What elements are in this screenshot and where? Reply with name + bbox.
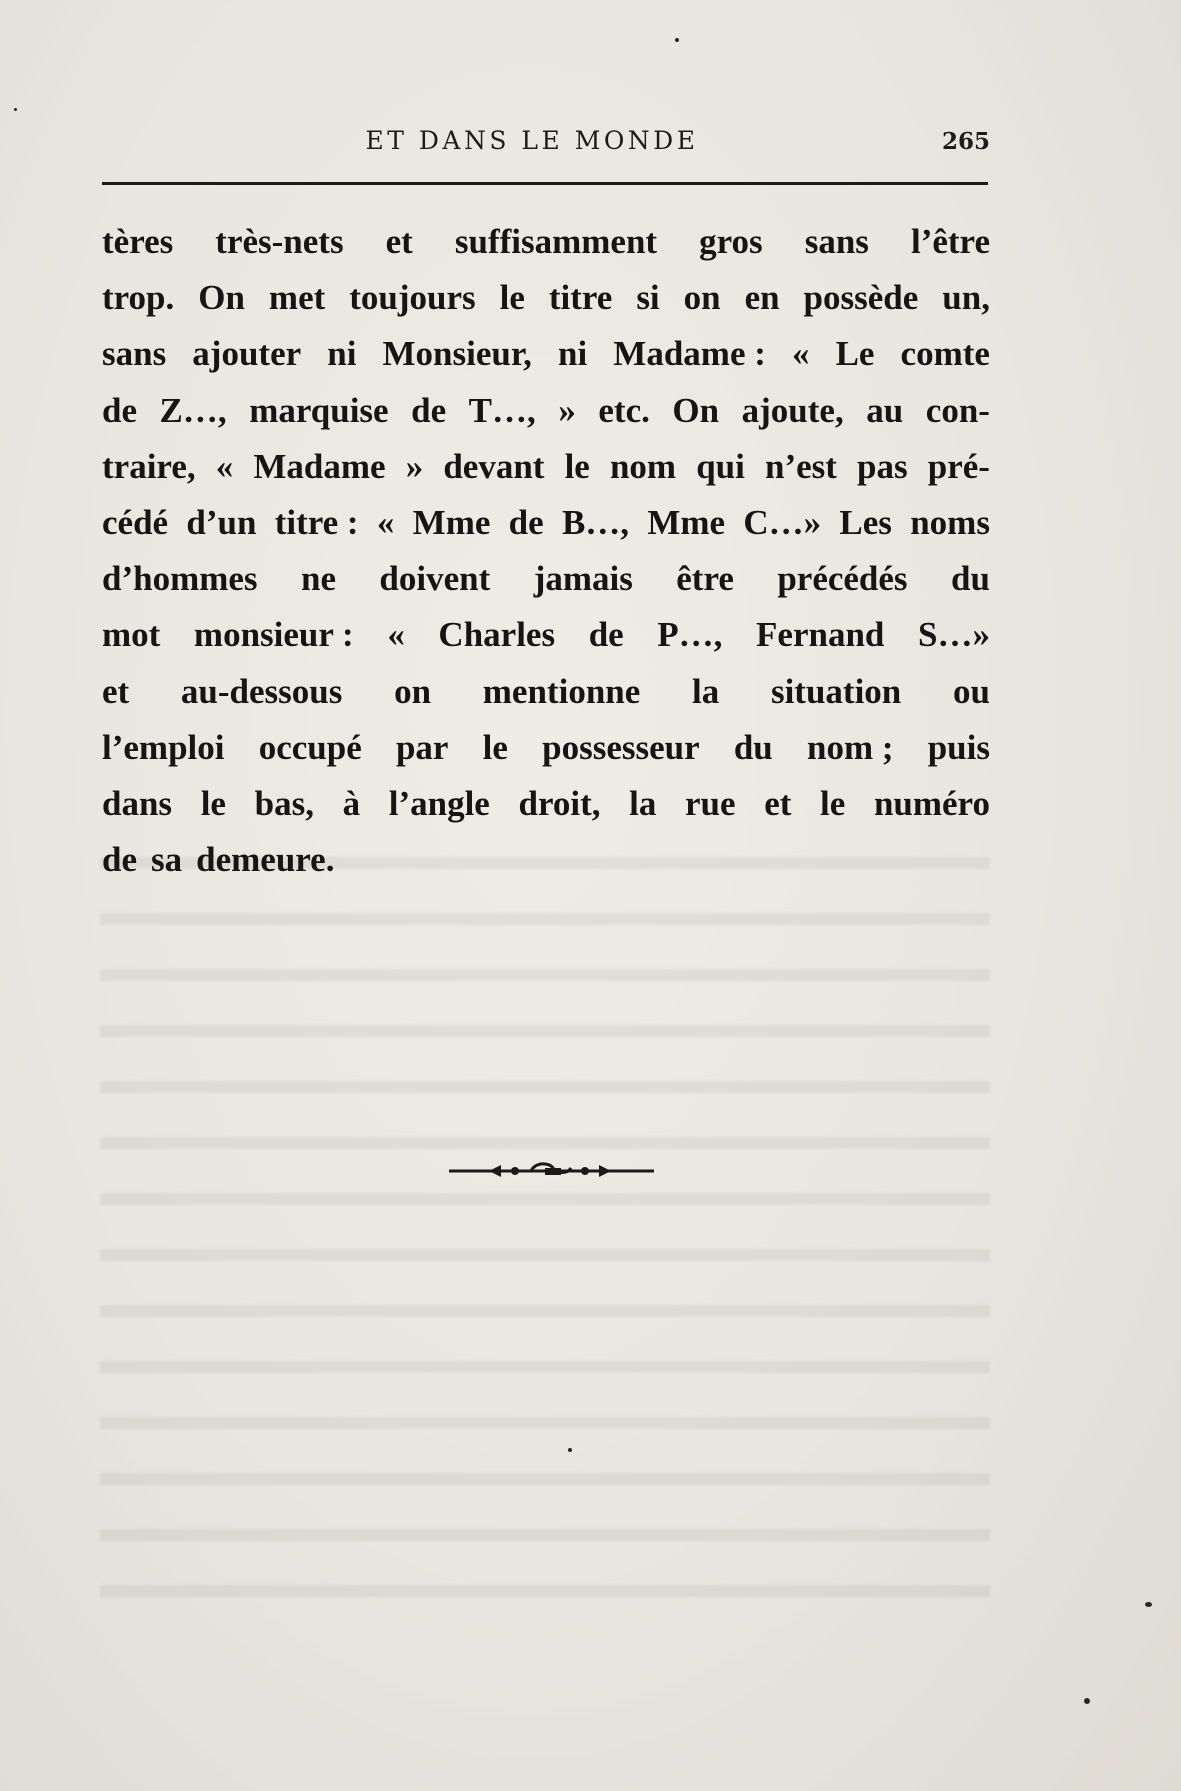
paper-speck <box>568 1448 572 1452</box>
word: Z…, <box>159 390 227 430</box>
word: on <box>683 278 721 318</box>
paper-speck <box>1084 1698 1090 1704</box>
word: ou <box>952 671 990 711</box>
word: Les <box>839 502 892 542</box>
word: comte <box>900 334 990 374</box>
word: mot <box>102 615 161 655</box>
word: mentionne <box>482 671 641 711</box>
word: etc. <box>598 390 650 430</box>
word: on <box>394 671 432 711</box>
word: marquise <box>249 390 389 430</box>
fleuron-rule-icon <box>449 1160 654 1182</box>
word: du <box>733 727 773 767</box>
word: demeure. <box>196 840 335 880</box>
word: Monsieur, <box>382 334 532 374</box>
word: l’emploi <box>102 727 225 767</box>
text-line <box>102 664 990 720</box>
text-line <box>102 551 990 607</box>
text-line <box>102 383 990 439</box>
text-line <box>102 270 990 326</box>
word: « <box>791 334 810 374</box>
word: qui <box>696 446 745 486</box>
word: noms <box>910 502 990 542</box>
word: et <box>102 671 130 711</box>
word: P…, <box>657 615 723 655</box>
word: précédés <box>777 559 908 599</box>
word: Madame <box>253 446 386 486</box>
paper-speck <box>14 108 17 111</box>
word: B…, <box>561 502 630 542</box>
word: d’un <box>186 502 257 542</box>
word: le <box>200 783 226 823</box>
word: » <box>558 390 576 430</box>
word: possesseur <box>542 727 700 767</box>
word: occupé <box>258 727 362 767</box>
word: sans <box>804 222 869 261</box>
word: bas, <box>254 783 314 823</box>
word: Fernand <box>756 615 885 655</box>
word: à <box>342 783 361 823</box>
word: On <box>672 390 720 430</box>
word: sa <box>151 840 183 880</box>
word: sans <box>102 334 167 374</box>
word: et <box>764 783 792 823</box>
page-number: 265 <box>941 128 990 155</box>
text-line <box>102 326 990 382</box>
word: de <box>588 615 624 655</box>
word: jamais <box>533 559 633 599</box>
text-line <box>102 832 990 888</box>
word: au-dessous <box>180 671 343 711</box>
word: de <box>411 390 447 430</box>
word: dans <box>102 783 173 823</box>
word: la <box>692 671 720 711</box>
word: ajoute, <box>741 390 844 430</box>
word: trop. <box>102 278 175 318</box>
word: situation <box>770 671 902 711</box>
word: ni <box>327 334 357 374</box>
word: pas <box>857 446 908 486</box>
word: possède <box>803 278 919 318</box>
text-line <box>102 439 990 495</box>
word: met <box>268 278 326 318</box>
text-line <box>102 214 990 270</box>
word: de <box>508 502 544 542</box>
word: suffisamment <box>454 222 658 261</box>
word: un, <box>942 278 990 318</box>
word: « <box>215 446 234 486</box>
word: con- <box>925 390 990 430</box>
word: d’hommes <box>102 559 258 599</box>
word: de <box>102 840 137 880</box>
text-line <box>102 776 990 832</box>
word: titre <box>548 278 613 318</box>
word: cédé <box>102 502 169 542</box>
body-paragraph <box>102 214 990 888</box>
word: » <box>405 446 424 486</box>
word: rue <box>685 783 736 823</box>
word: On <box>198 278 245 318</box>
word: tères <box>102 222 174 261</box>
word: droit, <box>518 783 601 823</box>
word: ni <box>558 334 588 374</box>
text-line <box>102 495 990 551</box>
word: Mme <box>412 502 491 542</box>
word: Le <box>835 334 875 374</box>
word: numéro <box>873 783 990 823</box>
text-line <box>102 607 990 663</box>
word: très-nets <box>215 222 344 261</box>
word: devant <box>443 446 545 486</box>
word: et <box>385 222 413 261</box>
word: « <box>387 615 405 655</box>
word: de <box>102 390 137 430</box>
word: toujours <box>349 278 476 318</box>
word: le <box>499 278 525 318</box>
word: titre : <box>274 502 359 542</box>
paper-speck <box>675 38 679 42</box>
word: S…» <box>918 615 990 655</box>
word: gros <box>699 222 763 261</box>
word: Madame : <box>613 334 766 374</box>
word: au <box>866 390 904 430</box>
word: être <box>676 559 734 599</box>
word: n’est <box>764 446 837 486</box>
word: « <box>376 502 395 542</box>
word: ajouter <box>192 334 302 374</box>
word: la <box>629 783 657 823</box>
word: du <box>950 559 990 599</box>
word: l’angle <box>388 783 490 823</box>
word: le <box>482 727 508 767</box>
word: par <box>395 727 449 767</box>
running-title: ET DANS LE MONDE <box>365 126 699 155</box>
word: nom <box>609 446 677 486</box>
page-header <box>102 122 990 162</box>
word: doivent <box>379 559 491 599</box>
text-line <box>102 720 990 776</box>
word: le <box>564 446 590 486</box>
paper-speck <box>1145 1602 1152 1607</box>
word: ne <box>300 559 336 599</box>
word: Mme <box>647 502 726 542</box>
word: en <box>744 278 780 318</box>
word: traire, <box>102 446 196 486</box>
word: pré- <box>927 446 990 486</box>
word: le <box>820 783 846 823</box>
word: puis <box>927 727 990 767</box>
word: C…» <box>743 502 822 542</box>
word: l’être <box>910 222 990 261</box>
word: nom ; <box>806 727 894 767</box>
word: monsieur : <box>193 615 354 655</box>
header-rule <box>102 182 988 185</box>
word: Charles <box>438 615 556 655</box>
word: si <box>636 278 660 318</box>
show-through-text <box>100 835 990 1635</box>
word: T…, <box>468 390 536 430</box>
